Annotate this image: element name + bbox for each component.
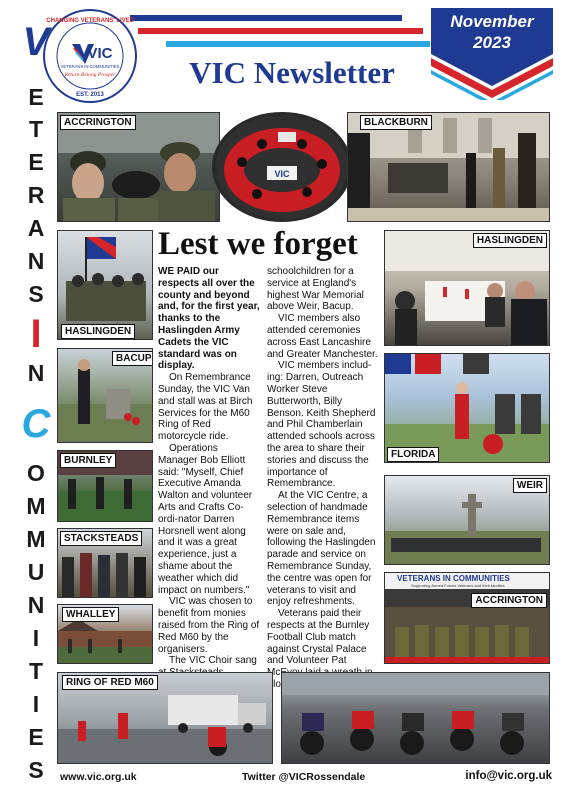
photo-ring-of-red-ride [57,672,273,764]
photo-haslingden-centre [384,230,550,346]
article-paragraph: Veterans paid their respects at the Burnley Football Club match against Crystal Palace and Volunteer Pat [267,608,370,667]
photo-florida-wreath [384,353,550,463]
photo-motorcycle-rally [281,672,550,764]
acrostic-letter: T [28,658,44,684]
article-paragraph: WE PAID our respects all over the county and beyond and, for the first year, thanks to the Haslingden Army Cadets the VIC standard was on display. [158,266,260,372]
photo-haslingden-standard [57,230,153,340]
acrostic-letter: I [30,312,42,356]
acrostic-letter: R [27,182,45,208]
issue-month: November [450,12,534,31]
article-paragraph: VIC members also attended ceremonies across East Lancashire and Greater Manchester. [267,313,378,360]
photo-label-haslingden-centre: HASLINGDEN [473,233,547,248]
article-paragraph: On Remembrance Sunday, the VIC Van and stall was at Birch Services for the M60 Ring of Red motorcycle ride. [158,372,253,443]
logo-sub: VETERANS IN COMMUNITIES [60,64,120,69]
acrostic-letter: V [22,20,50,64]
newsletter-title: VIC Newsletter [189,55,395,90]
photo-label-bacup: BACUP [112,351,153,366]
photo-label-burnley: BURNLEY [60,453,116,468]
footer-twitter-handle[interactable]: Twitter @VICRossendale [242,771,366,783]
photo-bacup-memorial [57,348,153,443]
acrostic-letter: S [28,757,44,783]
article-column-2 [267,266,379,691]
acrostic-letter: E [28,149,44,175]
photo-poppy-wreath [212,112,352,222]
acrostic-letter: E [28,84,44,110]
photo-motorcycle-illustration [282,673,550,764]
acrostic-letter: N [27,248,45,274]
acrostic-letter: N [27,592,45,618]
article-paragraph: VIC members includ-ing: Darren, Outreach Worker Steve Butterworth, Billy Benson. Keith Shepherd and Phil Chamberlain attended schools across the area to share their stories and discuss the importance of Remembrance. [267,360,376,490]
article-paragraph: Operations Manager Bob Elliott said: "Myself, Chief Executive Amanda Walton and volunteer Arts and Crafts Co-ordi-nator Darren Horsnell went along and it was a great experience, just a shame about the weather which did impact on numbers." [158,442,253,596]
header-stripe-blue [130,15,402,21]
photo-haslingden-centre-illustration [385,231,550,346]
issue-year: 2023 [473,33,511,52]
photo-shop-illustration [385,573,550,664]
photo-label-whalley: WHALLEY [62,607,119,622]
vic-logo [42,8,138,104]
photo-label-accrington: ACCRINGTON [60,115,136,130]
wreath-card-text: VIC [274,169,290,179]
photo-weir-memorial [384,475,550,565]
photo-label-weir: WEIR [513,478,547,493]
footer-website-link[interactable]: www.vic.org.uk [60,771,137,783]
shop-sign-sub: Supporting Armed Forces Veterans and their families [411,583,505,588]
article-paragraph: At the VIC Centre, a selection of handmade Remembrance items were on sale and, following the Haslingden parade and service on Remembrance Sunday, the centre was open for veterans to visit and enjoy refreshments. [267,490,376,608]
photo-label-accrington-shop: ACCRINGTON [471,593,547,608]
photo-stacksteads-choir [57,528,153,598]
article-paragraph: VIC was chosen to benefit from monies raised from the Ring of Red M60 by the organisers. [158,596,260,655]
acrostic-letter: S [28,281,44,307]
article-paragraph: The VIC Choir sang [169,655,257,667]
photo-label-ring-of-red: RING OF RED M60 [62,675,158,690]
acrostic-letter: I [32,691,40,717]
logo-est: EST. 2013 [76,92,104,98]
acrostic-letter: O [27,460,45,486]
acrostic-letter: E [28,724,44,750]
photo-label-haslingden: HASLINGDEN [61,324,135,339]
acrostic-letter: U [27,559,45,585]
wreath-illustration [212,112,352,222]
photo-label-florida: FLORIDA [387,447,439,462]
footer [56,767,556,789]
photo-accrington-cadets [57,112,220,222]
photo-burnley-match [57,450,153,522]
photo-whalley-village [57,604,153,664]
photo-blackburn-cathedral [347,112,550,222]
shop-sign-title: VETERANS IN COMMUNITIES [397,574,510,583]
article-headline: Lest we forget [158,226,358,262]
acrostic-letter: M [26,526,46,552]
acrostic-letter: T [28,116,44,142]
header-stripe-red [138,28,423,34]
photo-label-blackburn: BLACKBURN [360,115,432,130]
logo-ring-text: CHANGING VETERANS' LIVES [46,18,134,24]
logo-mark: VIC [87,45,113,62]
article-paragraph: schoolchildren for a service at England's highest War Memorial above Weir, Bacup. [267,266,364,313]
acrostic-letter: N [27,360,45,386]
acrostic-letter: I [32,625,40,651]
footer-email-link[interactable]: info@vic.org.uk [465,770,552,782]
header-stripe-cyan [166,41,430,47]
photo-label-stacksteads: STACKSTEADS [60,531,142,546]
acrostic-letter: C [21,402,51,446]
photo-accrington-shop [384,572,550,664]
acrostic-letter: M [26,493,46,519]
acrostic-letter: A [27,215,45,241]
logo-tagline: Return Belong Prosper [64,72,116,78]
